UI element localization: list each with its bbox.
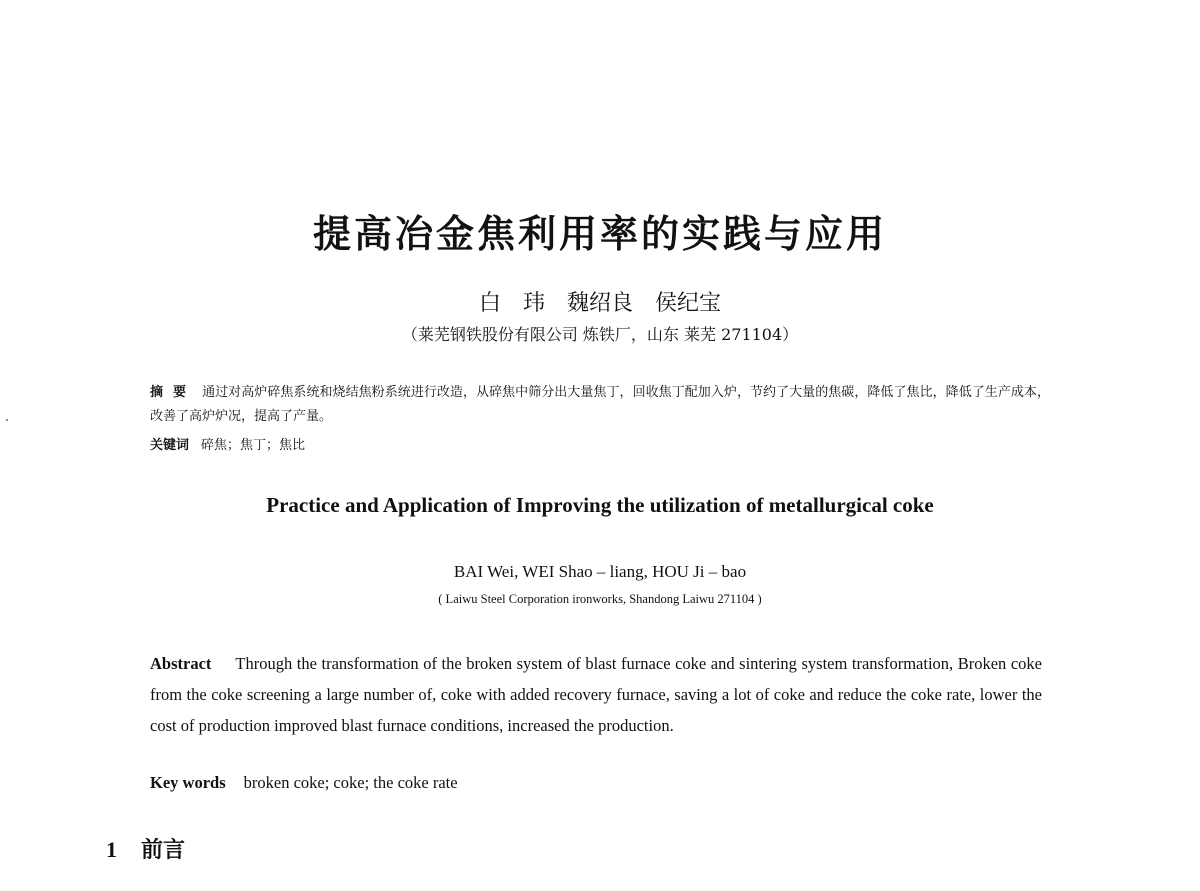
authors-zh: 白 玮 魏绍良 侯纪宝 <box>478 291 721 316</box>
abstract-zh-label: 摘要 <box>150 385 197 400</box>
keywords-zh <box>150 434 1050 453</box>
keywords-en <box>150 773 1042 793</box>
abstract-en-label: Abstract <box>150 654 212 673</box>
section-title: 前言 <box>141 838 186 863</box>
affiliation-en: ( Laiwu Steel Corporation ironworks, Shandong Laiwu 271104 ) <box>438 592 762 606</box>
title-en: Practice and Application of Improving the utilization of metallurgical coke <box>266 493 934 517</box>
section-heading <box>106 833 185 864</box>
keywords-zh-text: 碎焦；焦丁；焦比 <box>201 438 306 453</box>
margin-speck <box>6 419 8 421</box>
keywords-en-label: Key words <box>150 773 226 792</box>
keywords-en-text: broken coke; coke; the coke rate <box>243 773 458 792</box>
authors-en: BAI Wei, WEI Shao – liang, HOU Ji – bao <box>453 562 747 581</box>
keywords-zh-label: 关键词 <box>150 438 190 453</box>
abstract-en <box>150 648 1042 741</box>
title-zh: 提高冶金焦利用率的实践与应用 <box>312 212 887 256</box>
abstract-zh <box>150 381 1050 429</box>
abstract-zh-text: 通过对高炉碎焦系统和烧结焦粉系统进行改造，从碎焦中筛分出大量焦丁，回收焦丁配加入炉，节约了大量的焦碳，降低了焦比，降低了生产成本，改善了高炉炉况，提高了产量。 <box>150 385 1050 424</box>
section-number: 1 <box>106 837 117 862</box>
abstract-en-text: Through the transformation of the broken system of blast furnace coke and sintering system transformation, Broken coke from the coke screening a large number of, coke with added recovery furnace, saving a lot of coke and reduce the coke rate, lower the cost of production improved blast furnace conditions, increased the production. <box>150 654 1042 735</box>
affiliation-zh: （莱芜钢铁股份有限公司 炼铁厂，山东 莱芜 271104） <box>401 325 799 344</box>
